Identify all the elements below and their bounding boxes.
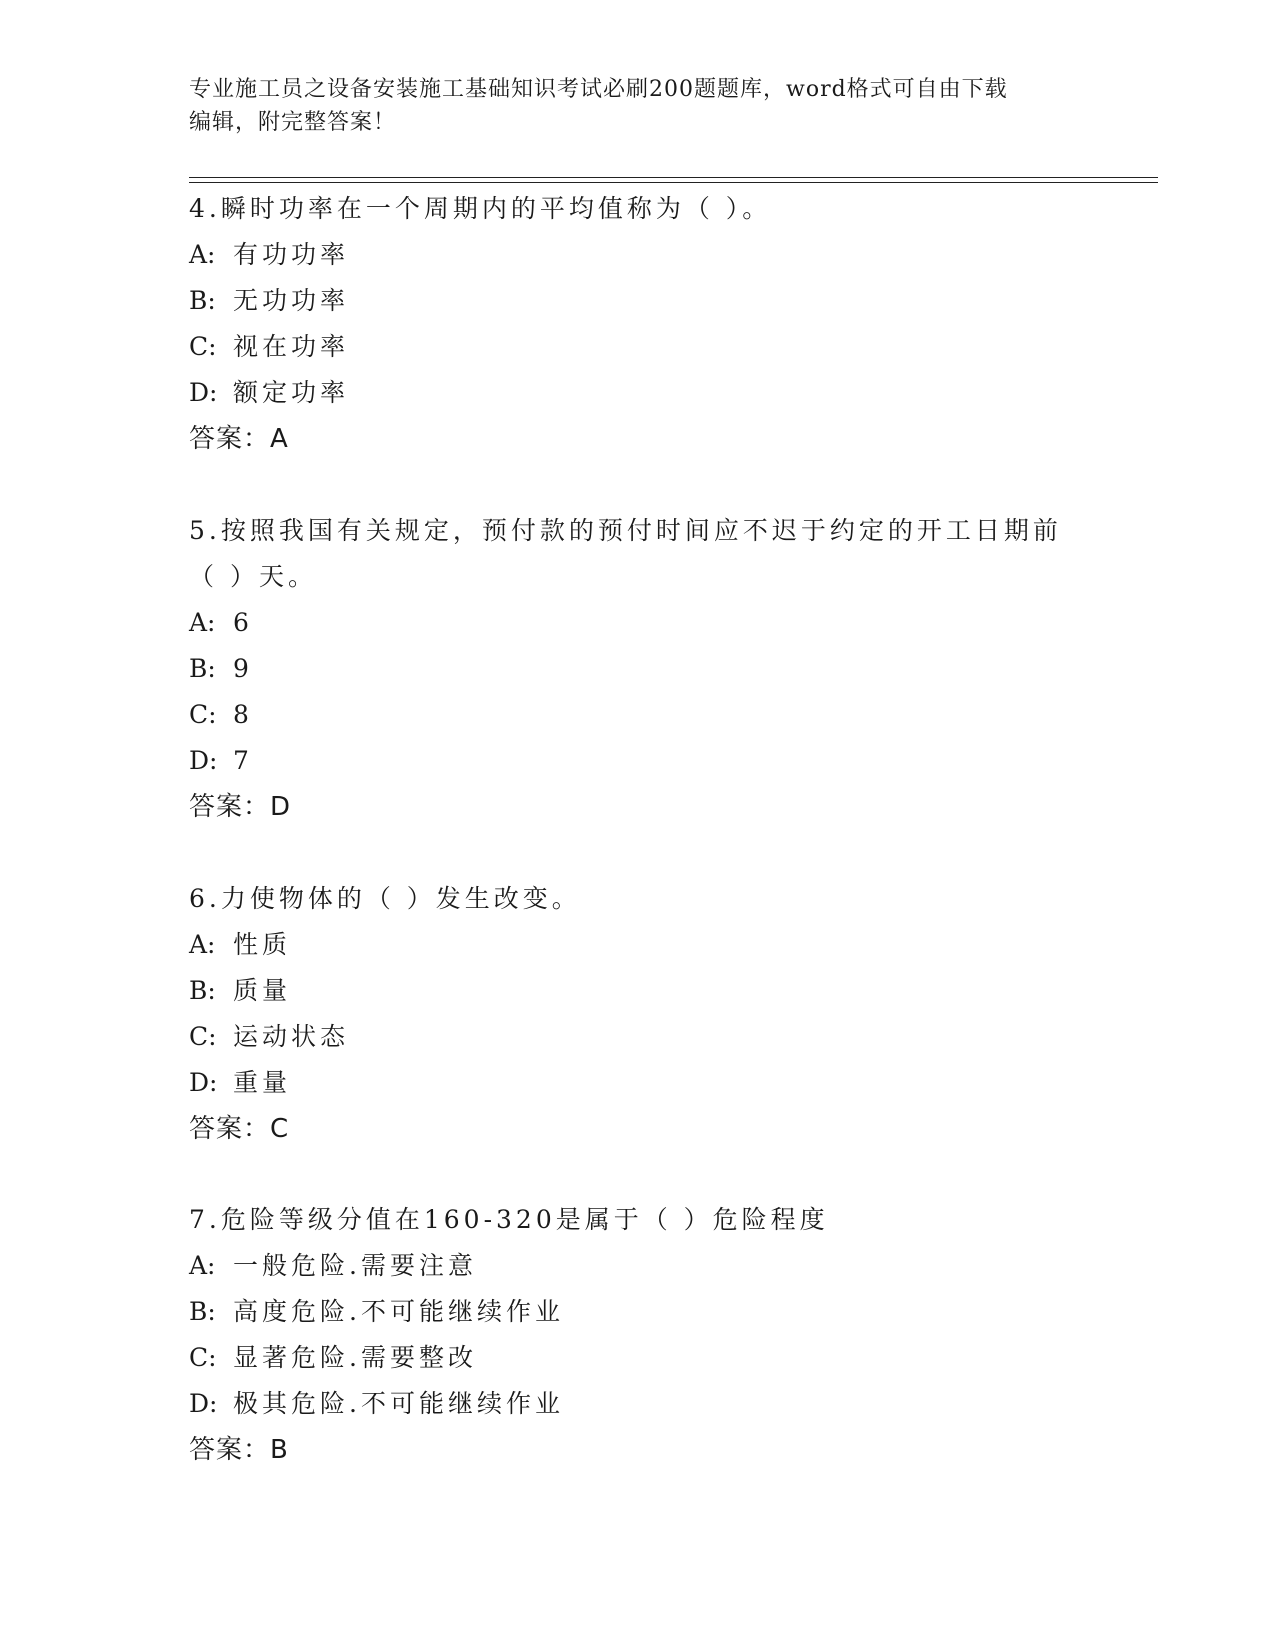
question-6: [189, 876, 1089, 1152]
option-a: [189, 922, 1089, 968]
option-c: [189, 324, 1089, 370]
option-c: [189, 1014, 1089, 1060]
question-stem: 7.危险等级分值在160-320是属于（ ）危险程度: [189, 1205, 829, 1234]
option-c: [189, 1335, 1089, 1381]
answer-label: 答案：D: [189, 792, 292, 822]
option-letter: B:: [189, 286, 216, 315]
option-text: 质量: [233, 976, 292, 1005]
option-b: [189, 968, 1089, 1014]
option-letter: D:: [189, 746, 218, 775]
option-text: 8: [233, 700, 253, 729]
option-text: 极其危险.不可能继续作业: [233, 1389, 564, 1418]
option-text: 视在功率: [233, 332, 350, 361]
question-stem: 5.按照我国有关规定，预付款的预付时间应不迟于约定的开工日期前: [189, 516, 1062, 545]
option-letter: D:: [189, 1068, 218, 1097]
answer-label: 答案：B: [189, 1435, 289, 1465]
header-line-2: 编辑，附完整答案！: [189, 110, 397, 135]
option-letter: A:: [189, 608, 216, 637]
option-b: [189, 1289, 1089, 1335]
option-b: [189, 646, 1089, 692]
option-letter: B:: [189, 976, 216, 1005]
option-letter: D:: [189, 378, 218, 407]
option-text: 9: [233, 654, 253, 683]
option-c: [189, 692, 1089, 738]
option-letter: C:: [189, 700, 217, 729]
option-letter: B:: [189, 654, 216, 683]
option-letter: A:: [189, 1251, 216, 1280]
option-text: 7: [233, 746, 253, 775]
option-text: 有功功率: [233, 240, 350, 269]
option-text: 6: [233, 608, 253, 637]
option-d: [189, 370, 1089, 416]
option-a: [189, 1243, 1089, 1289]
question-5: [189, 508, 1089, 830]
question-stem-continued: （ ）天。: [189, 562, 317, 591]
option-text: 运动状态: [233, 1022, 350, 1051]
option-text: 额定功率: [233, 378, 350, 407]
option-text: 显著危险.需要整改: [233, 1343, 477, 1372]
option-letter: A:: [189, 240, 216, 269]
option-text: 一般危险.需要注意: [233, 1251, 477, 1280]
option-d: [189, 1381, 1089, 1427]
option-letter: B:: [189, 1297, 216, 1326]
option-b: [189, 278, 1089, 324]
answer-label: 答案：A: [189, 424, 289, 454]
answer-label: 答案：C: [189, 1114, 290, 1144]
option-letter: A:: [189, 930, 216, 959]
option-letter: C:: [189, 1343, 217, 1372]
question-4: [189, 186, 1089, 462]
option-letter: C:: [189, 1022, 217, 1051]
header-divider-bottom: [189, 182, 1158, 183]
option-a: [189, 600, 1089, 646]
option-a: [189, 232, 1089, 278]
option-text: 性质: [233, 930, 292, 959]
option-text: 无功功率: [233, 286, 350, 315]
option-letter: C:: [189, 332, 217, 361]
option-text: 重量: [233, 1068, 292, 1097]
header-line-1: 专业施工员之设备安装施工基础知识考试必刷200题题库，word格式可自由下载: [189, 77, 1008, 102]
question-7: [189, 1197, 1089, 1473]
option-letter: D:: [189, 1389, 218, 1418]
option-d: [189, 738, 1089, 784]
header-divider-top: [189, 177, 1158, 178]
document-header: [189, 73, 1089, 139]
question-stem: 4.瞬时功率在一个周期内的平均值称为（ ）。: [189, 194, 772, 223]
question-stem: 6.力使物体的（ ）发生改变。: [189, 884, 581, 913]
option-d: [189, 1060, 1089, 1106]
option-text: 高度危险.不可能继续作业: [233, 1297, 564, 1326]
